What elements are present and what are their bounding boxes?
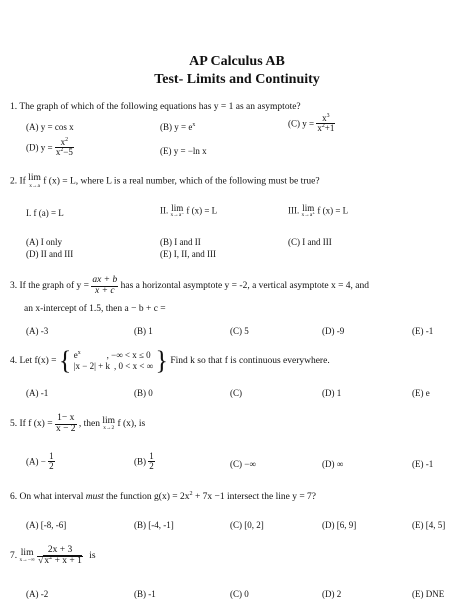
question-3-text-line2: an x-intercept of 1.5, then a − b + c = (24, 304, 166, 314)
q4-option-d: (D) 1 (322, 388, 342, 398)
q1-option-b: (B) $y = e^x$ (160, 122, 196, 132)
q3-option-a: (A) -3 (26, 326, 49, 336)
q6-option-e: (E) [4, 5] (412, 520, 446, 530)
q5-option-c: (C) −∞ (230, 459, 256, 469)
q3-option-c: (C) 5 (230, 326, 249, 336)
q4-option-c: (C) (230, 388, 242, 398)
q6-option-d: (D) [6, 9] (322, 520, 357, 530)
q7-option-d: (D) 2 (322, 589, 342, 599)
q4-option-b: (B) 0 (134, 388, 153, 398)
q6-option-b: (B) [-4, -1] (134, 520, 174, 530)
q1-option-d: (D) y = $\frac{x^2}{x^2-5}$ (26, 137, 73, 157)
question-4-text: 4. Let f(x) = { $e^x$ , −∞ < x ≤ 0 |x − 2| + k , 0 < x < ∞ } Find k so that f is continuous everywhere. (10, 346, 330, 375)
q5-option-d: (D) ∞ (322, 459, 344, 469)
q2-statement-iii: III. lim x→a⁺ f (x) = L (288, 203, 349, 218)
q5-option-a: (A) − $\frac{1}{2}$ (26, 451, 54, 471)
question-1-text: 1. The graph of which of the following equations has y = 1 as an asymptote? (10, 102, 301, 112)
q7-option-c: (C) 0 (230, 589, 249, 599)
question-2-text: 2. If lim x→a f (x) = L, where L is a real number, which of the following must be true? (10, 173, 320, 189)
q2-statement-ii: II. lim x→a⁻ f (x) = L (160, 203, 218, 218)
q7-option-b: (B) -1 (134, 589, 156, 599)
q3-option-b: (B) 1 (134, 326, 153, 336)
question-6-text: 6. On what interval must the function $g(x) = 2x^2 + 7x -1$ intersect the line y = 7? (10, 490, 317, 502)
q5-option-e: (E) -1 (412, 459, 434, 469)
q7-option-e: (E) DNE (412, 589, 445, 599)
q3-option-e: (E) -1 (412, 326, 434, 336)
q1-option-a: (A) y = cos x (26, 122, 74, 132)
q6-option-c: (C) [0, 2] (230, 520, 264, 530)
document-title: AP Calculus AB (189, 54, 285, 69)
q2-statement-i: I. f (a) = L (26, 208, 64, 218)
question-5-text: 5. If f (x) = $\frac{1- x}{x - 2}$ , then lim x→2 f (x), is (10, 413, 146, 434)
q6-option-a: (A) [-8, -6] (26, 520, 67, 530)
q2-option-e: (E) I, II, and III (160, 249, 216, 259)
question-7-text: 7. lim x→−∞ $\frac{2x + 3}{√x^2 + x + 1}$ is (10, 545, 96, 566)
q5-option-b: (B) $\frac{1}{2}$ (134, 451, 154, 471)
q1-option-c: (C) y = $\frac{x^3}{x^2+1}$ (288, 113, 335, 133)
q1-option-e: (E) y = −ln x (160, 146, 207, 156)
q4-option-e: (E) e (412, 388, 430, 398)
document-subtitle: Test- Limits and Continuity (154, 72, 320, 87)
q2-option-c: (C) I and III (288, 237, 332, 247)
q7-option-a: (A) -2 (26, 589, 49, 599)
q2-option-d: (D) II and III (26, 249, 74, 259)
q2-option-a: (A) I only (26, 237, 62, 247)
q3-option-d: (D) -9 (322, 326, 345, 336)
q2-option-b: (B) I and II (160, 237, 201, 247)
q4-option-a: (A) -1 (26, 388, 49, 398)
question-3-text: 3. If the graph of y = $\frac{ax + b}{x + c}$ has a horizontal asymptote y = -2, a vertical asymptote x = 4, and (10, 275, 370, 296)
